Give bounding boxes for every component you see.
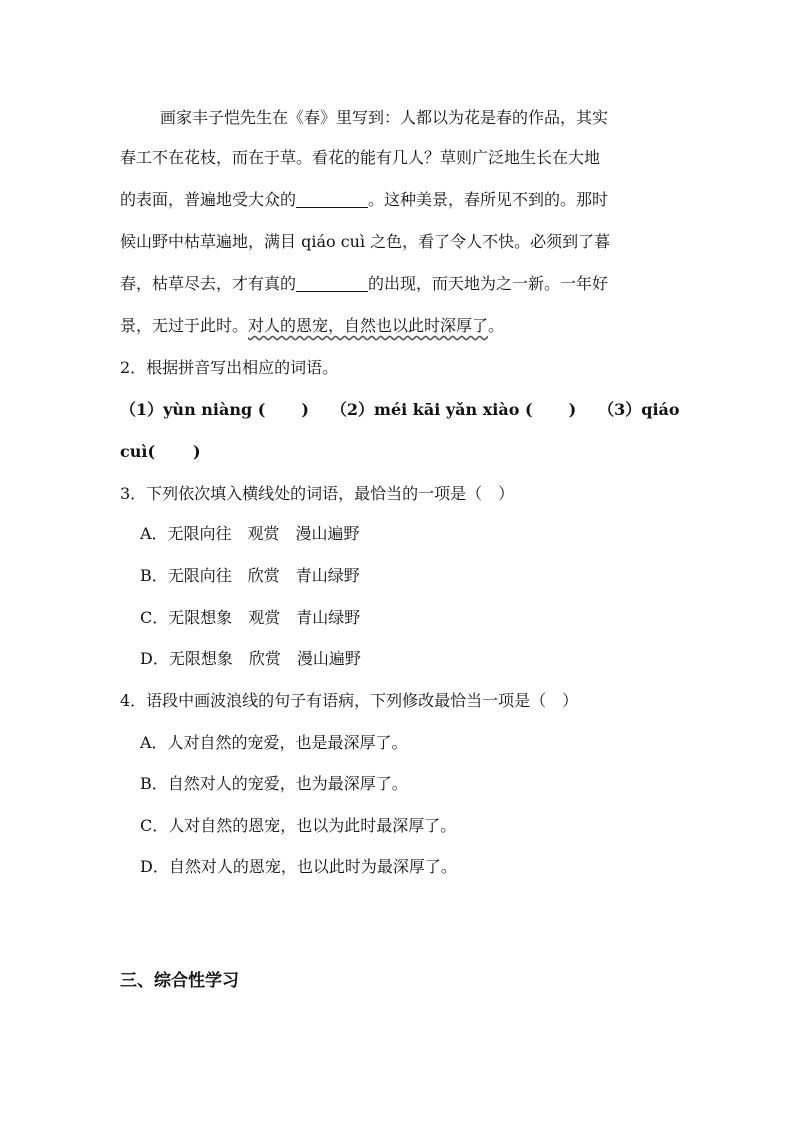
question-text: 3．下列依次填入横线处的词语，最恰当的一项是（ ） bbox=[120, 484, 515, 503]
pinyin-item-1: （1）yùn niàng ( bbox=[120, 400, 266, 419]
passage-text: 。 bbox=[488, 316, 505, 335]
pinyin-item-3-cont: cuì( bbox=[120, 442, 156, 461]
bracket-close: ) bbox=[568, 400, 577, 419]
question-text: 4．语段中画波浪线的句子有语病，下列修改最恰当一项是（ ） bbox=[120, 691, 579, 710]
question-2-stem bbox=[120, 356, 338, 380]
option-text: D．无限想象 欣赏 漫山遍野 bbox=[140, 649, 361, 668]
passage-text: 画家丰子恺先生在《春》里写到：人都以为花是春的作品，其实 bbox=[160, 108, 609, 127]
passage-text: 的表面，普遍地受大众的 bbox=[120, 190, 297, 209]
wavy-underlined-sentence: 对人的恩宠，自然也以此时深厚了 bbox=[248, 316, 489, 335]
question-4-option-c[interactable] bbox=[140, 814, 456, 838]
option-text: B．无限向往 欣赏 青山绿野 bbox=[140, 566, 360, 585]
passage-text: 候山野中枯草遍地，满目 qiáo cuì 之色，看了令人不快。必须到了暮 bbox=[120, 232, 611, 251]
question-3-option-d[interactable] bbox=[140, 647, 361, 671]
question-3-stem bbox=[120, 482, 514, 506]
passage-line-4 bbox=[120, 230, 610, 254]
question-4-stem bbox=[120, 689, 578, 713]
question-4-option-b[interactable] bbox=[140, 772, 408, 796]
option-text: B．自然对人的宠爱，也为最深厚了。 bbox=[140, 774, 408, 793]
passage-line-5 bbox=[120, 272, 608, 296]
question-2-pinyin-row-cont bbox=[120, 440, 201, 464]
option-text: C．人对自然的恩宠，也以为此时最深厚了。 bbox=[140, 816, 457, 835]
passage-text: 景，无过于此时。 bbox=[120, 316, 249, 335]
passage-text: 。这种美景，春所见不到的。那时 bbox=[368, 190, 609, 209]
question-4-option-d[interactable] bbox=[140, 855, 457, 879]
question-text: 2．根据拼音写出相应的词语。 bbox=[120, 358, 339, 377]
fill-blank-2[interactable] bbox=[296, 273, 368, 292]
bracket-close: ) bbox=[193, 442, 201, 461]
option-text: A．人对自然的宠爱，也是最深厚了。 bbox=[140, 733, 408, 752]
passage-line-3 bbox=[120, 188, 608, 212]
option-text: D．自然对人的恩宠，也以此时为最深厚了。 bbox=[140, 857, 457, 876]
section-3-heading bbox=[120, 969, 239, 993]
passage-text: 的出现，而天地为之一新。一年好 bbox=[368, 274, 609, 293]
question-3-option-c[interactable] bbox=[140, 606, 360, 630]
passage-line-2 bbox=[120, 146, 600, 170]
fill-blank-1[interactable] bbox=[296, 189, 368, 208]
section-title: 三、综合性学习 bbox=[120, 971, 239, 991]
passage-text: 春工不在花枝，而在于草。看花的能有几人？草则广泛地生长在大地 bbox=[120, 148, 601, 167]
question-4-option-a[interactable] bbox=[140, 731, 408, 755]
question-3-option-a[interactable] bbox=[140, 522, 360, 546]
question-3-option-b[interactable] bbox=[140, 564, 360, 588]
passage-line-1 bbox=[160, 106, 608, 130]
bracket-close: ) bbox=[301, 400, 309, 419]
question-2-pinyin-row bbox=[120, 398, 680, 422]
pinyin-item-2: （2）méi kāi yǎn xiào ( bbox=[330, 400, 533, 419]
passage-text: 春，枯草尽去，才有真的 bbox=[120, 274, 297, 293]
option-text: C．无限想象 观赏 青山绿野 bbox=[140, 608, 361, 627]
pinyin-item-3: （3）qiáo bbox=[598, 400, 680, 419]
passage-line-6 bbox=[120, 314, 504, 338]
option-text: A．无限向往 观赏 漫山遍野 bbox=[140, 524, 360, 543]
